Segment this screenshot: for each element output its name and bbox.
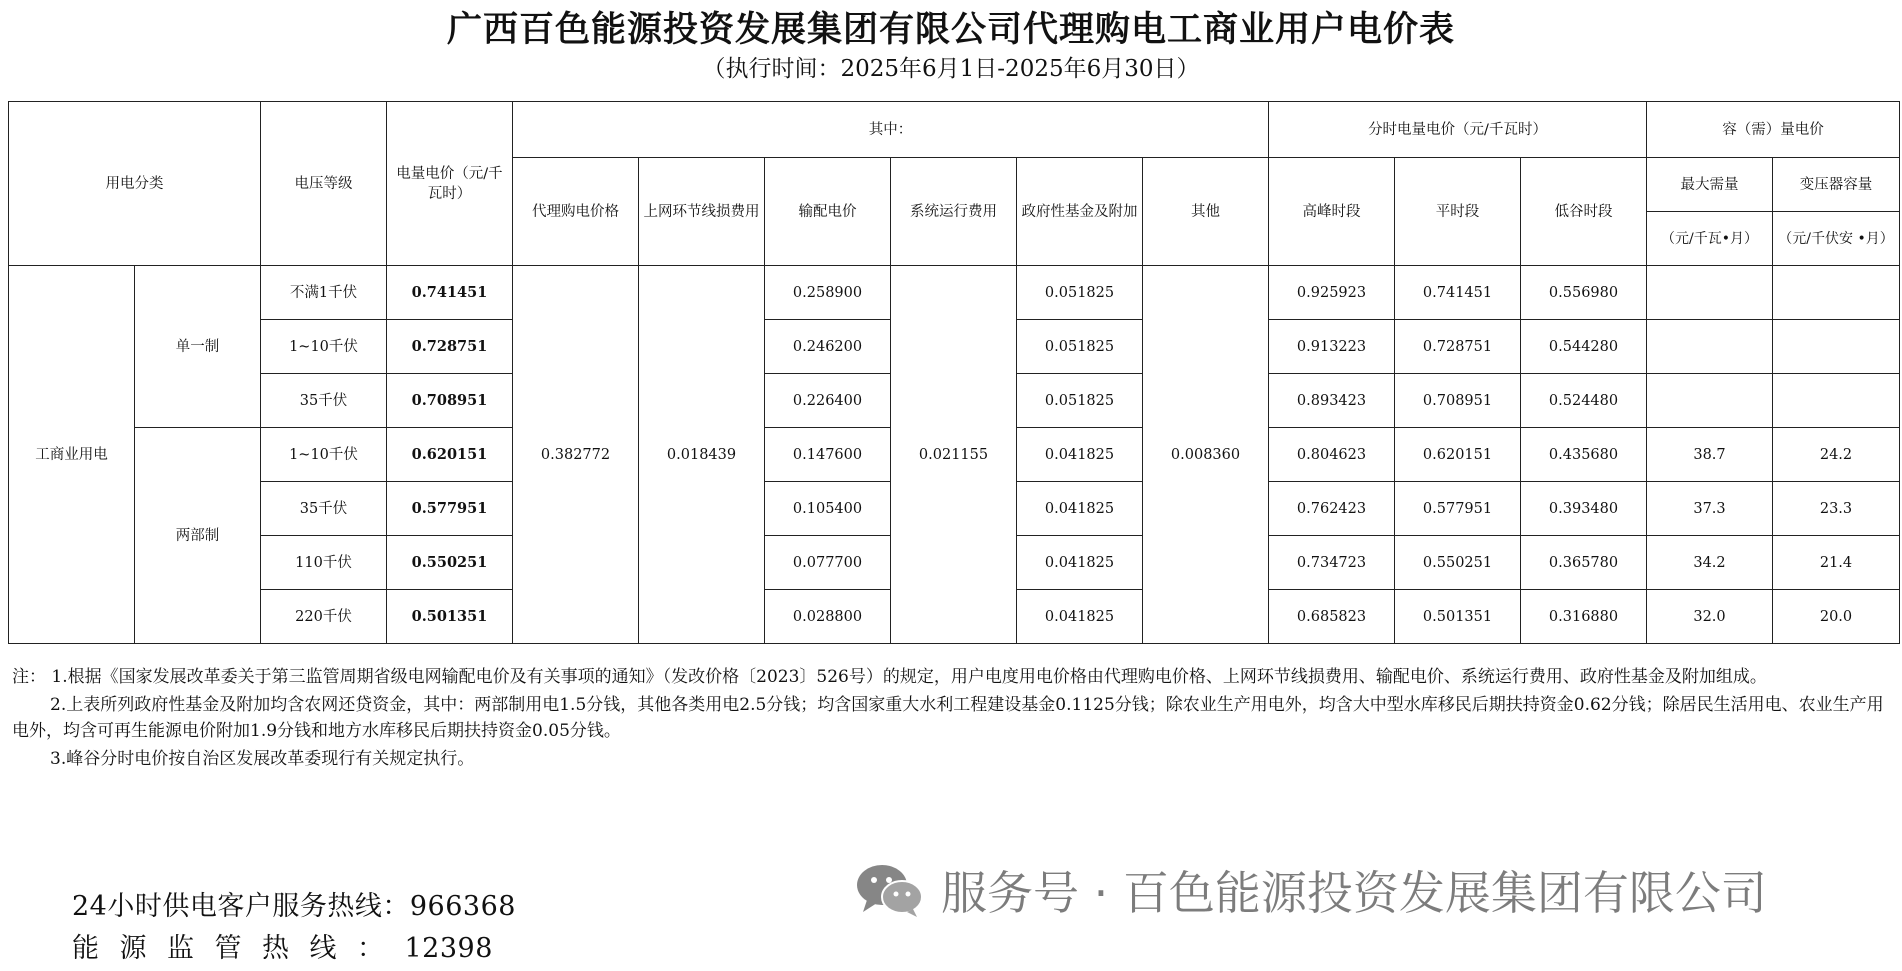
- cell-system-cost: 0.021155: [891, 266, 1017, 644]
- cell-gov-fund: 0.041825: [1017, 428, 1143, 482]
- cell-transmission: 0.077700: [765, 536, 891, 590]
- notes-section: [12, 664, 1892, 774]
- cell-valley: 0.365780: [1521, 536, 1647, 590]
- cell-energy-price: 0.728751: [387, 320, 513, 374]
- header-category: 用电分类: [9, 102, 261, 266]
- cell-max-demand: [1647, 320, 1773, 374]
- cell-voltage: 1~10千伏: [261, 428, 387, 482]
- header-max-demand: 最大需量: [1647, 158, 1773, 212]
- note-1: 注： 1.根据《国家发展改革委关于第三监管周期省级电网输配电价及有关事项的通知》（发改价格〔2023〕526号）的规定，用户电度用电价格由代理购电价格、上网环节线损费用、输配电价、系统运行费用、政府性基金及附加组成。: [12, 667, 1767, 687]
- cell-transformer: 23.3: [1773, 482, 1900, 536]
- header-transformer: 变压器容量: [1773, 158, 1900, 212]
- header-proxy-price: 代理购电价格: [513, 158, 639, 266]
- cell-transmission: 0.147600: [765, 428, 891, 482]
- cell-transmission: 0.105400: [765, 482, 891, 536]
- header-gov-fund: 政府性基金及附加: [1017, 158, 1143, 266]
- cell-energy-price: 0.741451: [387, 266, 513, 320]
- cell-valley: 0.316880: [1521, 590, 1647, 644]
- header-valley: 低谷时段: [1521, 158, 1647, 266]
- cell-transmission: 0.246200: [765, 320, 891, 374]
- cell-flat: 0.501351: [1395, 590, 1521, 644]
- header-voltage: 电压等级: [261, 102, 387, 266]
- header-transmission: 输配电价: [765, 158, 891, 266]
- header-energy-price: 电量电价（元/千瓦时）: [387, 102, 513, 266]
- cell-flat: 0.741451: [1395, 266, 1521, 320]
- page-title: 广西百色能源投资发展集团有限公司代理购电工商业用户电价表: [446, 10, 1455, 50]
- note-2: 2.上表所列政府性基金及附加均含农网还贷资金，其中：两部制用电1.5分钱，其他各类用电2.5分钱；均含国家重大水利工程建设基金0.1125分钱；除农业生产用电外，均含大中型水库移民后期扶持资金0.62分钱；除居民生活用电、农业生产用电外，均含可再生能源电价附加1.9分钱和地方水库移民后期扶持资金0.05分钱。: [12, 695, 1884, 741]
- hotline-number: 12398: [404, 933, 493, 964]
- cell-valley: 0.544280: [1521, 320, 1647, 374]
- header-transformer-unit: （元/千伏安 •月）: [1773, 212, 1900, 266]
- hotline-customer-service: [72, 884, 516, 923]
- cell-flat: 0.620151: [1395, 428, 1521, 482]
- cell-other: 0.008360: [1143, 266, 1269, 644]
- cell-proxy-price: 0.382772: [513, 266, 639, 644]
- page-subtitle: （执行时间：2025年6月1日-2025年6月30日）: [702, 56, 1200, 82]
- cell-energy-price: 0.708951: [387, 374, 513, 428]
- header-other: 其他: [1143, 158, 1269, 266]
- cell-energy-price: 0.550251: [387, 536, 513, 590]
- cell-transformer: [1773, 374, 1900, 428]
- note-3: 3.峰谷分时电价按自治区发展改革委现行有关规定执行。: [50, 749, 475, 769]
- header-of-which: 其中：: [513, 102, 1269, 158]
- cell-gov-fund: 0.041825: [1017, 482, 1143, 536]
- cell-max-demand: 32.0: [1647, 590, 1773, 644]
- cell-transmission: 0.028800: [765, 590, 891, 644]
- cell-peak: 0.734723: [1269, 536, 1395, 590]
- header-max-demand-unit: （元/千瓦•月）: [1647, 212, 1773, 266]
- cell-peak: 0.685823: [1269, 590, 1395, 644]
- cell-valley: 0.524480: [1521, 374, 1647, 428]
- cell-gov-fund: 0.051825: [1017, 266, 1143, 320]
- cell-valley: 0.393480: [1521, 482, 1647, 536]
- cell-grid-loss: 0.018439: [639, 266, 765, 644]
- cell-transmission: 0.258900: [765, 266, 891, 320]
- hotline-label: 24小时供电客户服务热线：: [72, 891, 410, 922]
- cell-flat: 0.550251: [1395, 536, 1521, 590]
- cell-transformer: [1773, 320, 1900, 374]
- cell-peak: 0.804623: [1269, 428, 1395, 482]
- header-tou-group: 分时电量电价（元/千瓦时）: [1269, 102, 1647, 158]
- cell-max-demand: 37.3: [1647, 482, 1773, 536]
- cell-peak: 0.925923: [1269, 266, 1395, 320]
- group-two-part: 两部制: [135, 428, 261, 644]
- cell-peak: 0.913223: [1269, 320, 1395, 374]
- cell-flat: 0.708951: [1395, 374, 1521, 428]
- cell-energy-price: 0.577951: [387, 482, 513, 536]
- hotline-energy-regulator: [72, 926, 493, 965]
- header-peak: 高峰时段: [1269, 158, 1395, 266]
- cell-gov-fund: 0.051825: [1017, 374, 1143, 428]
- cell-valley: 0.556980: [1521, 266, 1647, 320]
- cell-peak: 0.893423: [1269, 374, 1395, 428]
- cell-transmission: 0.226400: [765, 374, 891, 428]
- cell-energy-price: 0.620151: [387, 428, 513, 482]
- cell-flat: 0.728751: [1395, 320, 1521, 374]
- group-single: 单一制: [135, 266, 261, 428]
- cell-energy-price: 0.501351: [387, 590, 513, 644]
- wechat-watermark: [855, 855, 1767, 925]
- cell-gov-fund: 0.051825: [1017, 320, 1143, 374]
- cell-gov-fund: 0.041825: [1017, 536, 1143, 590]
- cell-max-demand: [1647, 374, 1773, 428]
- cell-voltage: 35千伏: [261, 482, 387, 536]
- cell-voltage: 35千伏: [261, 374, 387, 428]
- header-capacity-group: 容（需）量电价: [1647, 102, 1900, 158]
- category-label: 工商业用电: [9, 266, 135, 644]
- header-grid-loss: 上网环节线损费用: [639, 158, 765, 266]
- cell-transformer: 20.0: [1773, 590, 1900, 644]
- cell-max-demand: [1647, 266, 1773, 320]
- header-system-cost: 系统运行费用: [891, 158, 1017, 266]
- table-row: [9, 266, 1900, 320]
- header-flat: 平时段: [1395, 158, 1521, 266]
- cell-max-demand: 34.2: [1647, 536, 1773, 590]
- wechat-icon: [855, 862, 925, 918]
- cell-transformer: 24.2: [1773, 428, 1900, 482]
- cell-gov-fund: 0.041825: [1017, 590, 1143, 644]
- cell-flat: 0.577951: [1395, 482, 1521, 536]
- cell-peak: 0.762423: [1269, 482, 1395, 536]
- cell-transformer: 21.4: [1773, 536, 1900, 590]
- cell-voltage: 110千伏: [261, 536, 387, 590]
- hotline-label: 能源监管热线：: [72, 933, 405, 964]
- cell-max-demand: 38.7: [1647, 428, 1773, 482]
- price-table: [8, 101, 1900, 644]
- hotline-number: 966368: [409, 891, 516, 922]
- cell-voltage: 220千伏: [261, 590, 387, 644]
- cell-voltage: 1~10千伏: [261, 320, 387, 374]
- watermark-text: 服务号 · 百色能源投资发展集团有限公司: [941, 866, 1767, 920]
- cell-voltage: 不满1千伏: [261, 266, 387, 320]
- cell-valley: 0.435680: [1521, 428, 1647, 482]
- cell-transformer: [1773, 266, 1900, 320]
